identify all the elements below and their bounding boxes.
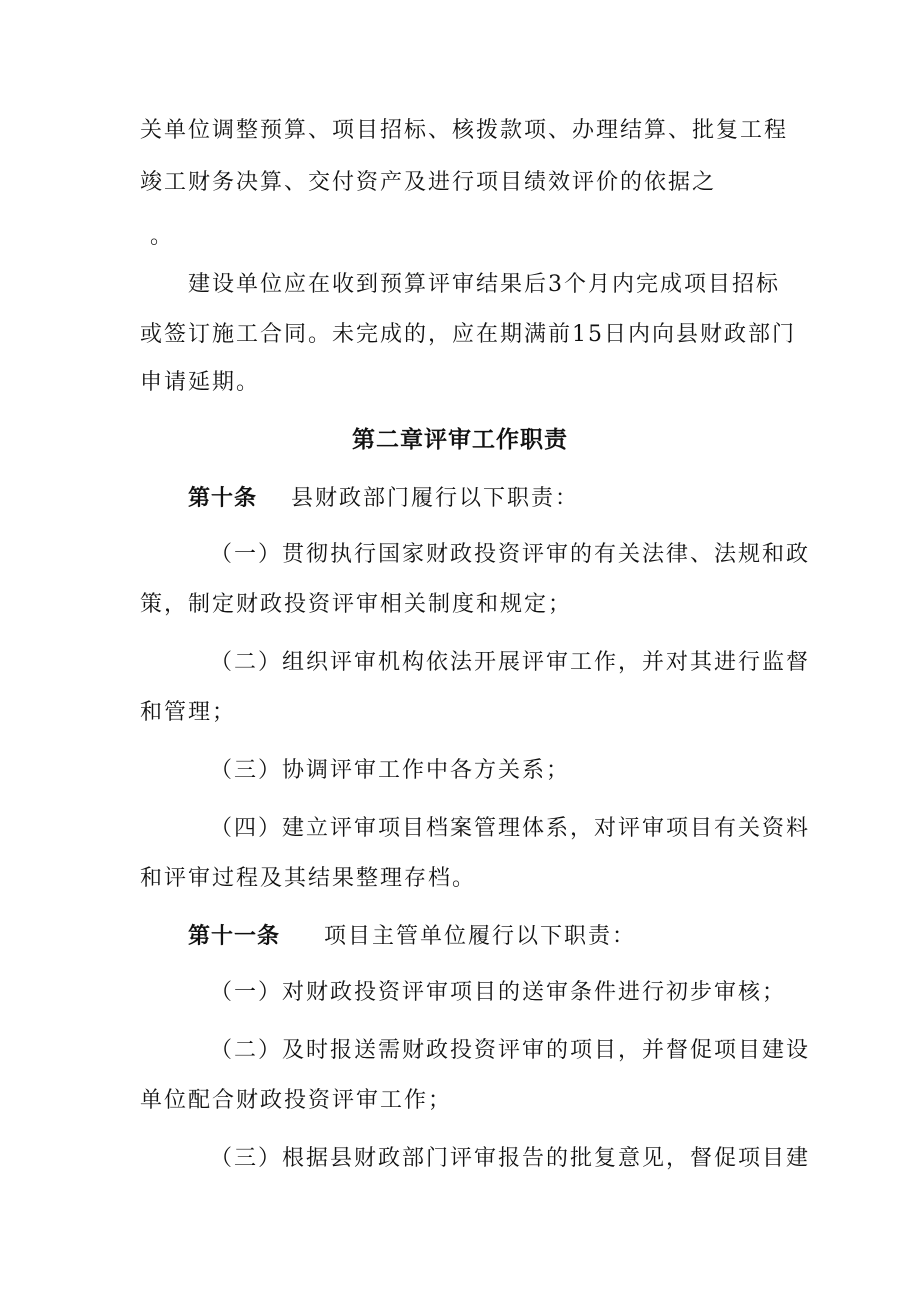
paragraph-line: 建设单位应在收到预算评审结果后3个月内完成项目招标 <box>188 272 780 297</box>
paragraph-line: （一）贯彻执行国家财政投资评审的有关法律、法规和政 <box>210 542 811 567</box>
paragraph-line: 申请延期。 <box>140 370 261 395</box>
chapter-heading: 第二章评审工作职责 <box>352 427 568 453</box>
paragraph-line: （二）组织评审机构依法开展评审工作，并对其进行监督 <box>210 650 811 675</box>
paragraph-line: 或签订施工合同。未完成的，应在期满前15日内向县财政部门 <box>140 322 796 347</box>
paragraph-line: （二）及时报送需财政投资评审的项目，并督促项目建设 <box>210 1038 811 1063</box>
paragraph-line: 关单位调整预算、项目招标、核拨款项、办理结算、批复工程 <box>140 118 789 143</box>
paragraph-line: 。 <box>150 224 175 249</box>
article-text: 县财政部门履行以下职责： <box>291 486 580 511</box>
article-number: 第十条 <box>188 486 258 511</box>
paragraph-line: （三）根据县财政部门评审报告的批复意见，督促项目建 <box>210 1146 811 1171</box>
article-10-line <box>188 484 579 514</box>
paragraph-line: （一）对财政投资评审项目的送审条件进行初步审核； <box>210 980 787 1005</box>
article-number: 第十一条 <box>188 924 281 949</box>
paragraph-line: 和管理； <box>140 700 237 725</box>
paragraph-line: 和评审过程及其结果整理存档。 <box>140 866 477 891</box>
article-text: 项目主管单位履行以下职责： <box>324 924 637 949</box>
paragraph-line: （三）协调评审工作中各方关系； <box>210 758 571 783</box>
article-11-line <box>188 922 636 952</box>
paragraph-line: 单位配合财政投资评审工作； <box>140 1088 453 1113</box>
paragraph-line: 策，制定财政投资评审相关制度和规定； <box>140 592 573 617</box>
paragraph-line: （四）建立评审项目档案管理体系，对评审项目有关资料 <box>210 816 811 841</box>
paragraph-line: 竣工财务决算、交付资产及进行项目绩效评价的依据之 <box>140 170 717 195</box>
